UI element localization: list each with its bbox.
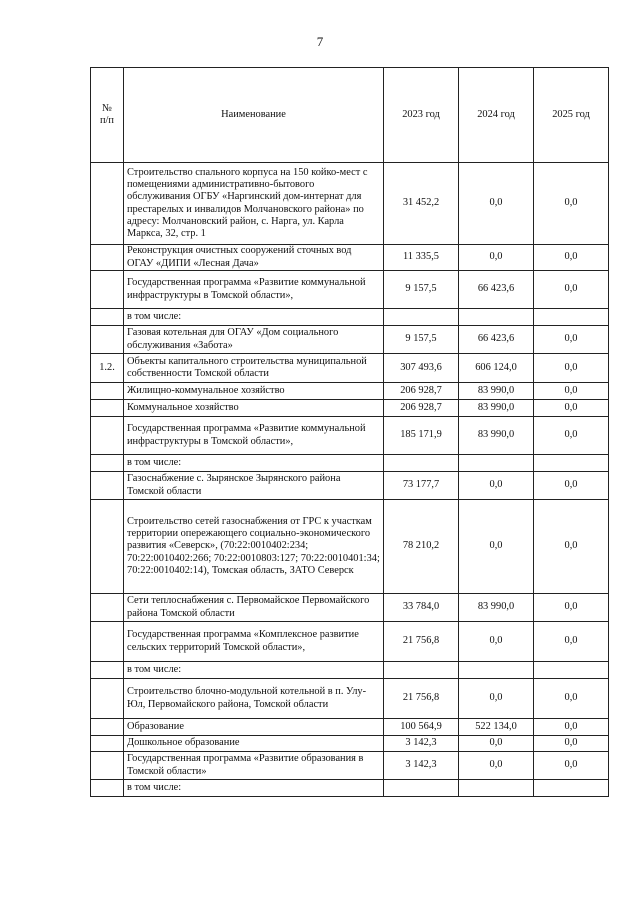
cell-name: в том числе: xyxy=(124,780,384,797)
table-row xyxy=(91,271,609,309)
cell-idx xyxy=(91,662,124,679)
table-row xyxy=(91,455,609,472)
cell-y2025: 0,0 xyxy=(534,622,609,662)
cell-name: Газоснабжение с. Зырянское Зырянского района Томской области xyxy=(124,472,384,500)
cell-idx xyxy=(91,622,124,662)
cell-y2025: 0,0 xyxy=(534,719,609,736)
cell-y2025: 0,0 xyxy=(534,400,609,417)
cell-y2024: 606 124,0 xyxy=(459,354,534,383)
cell-y2025: 0,0 xyxy=(534,354,609,383)
cell-name: Строительство блочно-модульной котельной в п. Улу-Юл, Первомайского района, Томской области xyxy=(124,679,384,719)
cell-y2024: 0,0 xyxy=(459,163,534,245)
cell-y2024: 0,0 xyxy=(459,752,534,780)
cell-idx: 1.2. xyxy=(91,354,124,383)
cell-y2025: 0,0 xyxy=(534,383,609,400)
cell-idx xyxy=(91,417,124,455)
cell-y2024: 0,0 xyxy=(459,245,534,271)
cell-idx xyxy=(91,594,124,622)
table-row xyxy=(91,622,609,662)
cell-name: Реконструкция очистных сооружений сточных вод ОГАУ «ДИПИ «Лесная Дача» xyxy=(124,245,384,271)
cell-y2023: 206 928,7 xyxy=(384,400,459,417)
header-2024: 2024 год xyxy=(459,68,534,163)
cell-y2023 xyxy=(384,780,459,797)
cell-name: Объекты капитального строительства муниципальной собственности Томской области xyxy=(124,354,384,383)
table-row xyxy=(91,383,609,400)
cell-y2024: 83 990,0 xyxy=(459,417,534,455)
cell-y2024: 522 134,0 xyxy=(459,719,534,736)
cell-y2023: 307 493,6 xyxy=(384,354,459,383)
cell-idx xyxy=(91,472,124,500)
header-idx: № п/п xyxy=(91,68,124,163)
cell-name: Жилищно-коммунальное хозяйство xyxy=(124,383,384,400)
cell-y2023 xyxy=(384,662,459,679)
cell-y2025: 0,0 xyxy=(534,500,609,594)
table-row xyxy=(91,245,609,271)
cell-idx xyxy=(91,736,124,752)
cell-y2025 xyxy=(534,455,609,472)
cell-y2024: 83 990,0 xyxy=(459,400,534,417)
table-row xyxy=(91,719,609,736)
cell-y2023: 21 756,8 xyxy=(384,622,459,662)
cell-name: Государственная программа «Развитие коммунальной инфраструктуры в Томской области», xyxy=(124,271,384,309)
cell-idx xyxy=(91,752,124,780)
cell-y2025: 0,0 xyxy=(534,163,609,245)
cell-name: Дошкольное образование xyxy=(124,736,384,752)
cell-y2024: 66 423,6 xyxy=(459,326,534,354)
cell-y2023: 185 171,9 xyxy=(384,417,459,455)
cell-y2025: 0,0 xyxy=(534,326,609,354)
header-2025: 2025 год xyxy=(534,68,609,163)
cell-idx xyxy=(91,400,124,417)
cell-y2023: 11 335,5 xyxy=(384,245,459,271)
cell-y2023: 73 177,7 xyxy=(384,472,459,500)
header-2023: 2023 год xyxy=(384,68,459,163)
header-name: Наименование xyxy=(124,68,384,163)
cell-name: Коммунальное хозяйство xyxy=(124,400,384,417)
table-row xyxy=(91,500,609,594)
cell-y2025: 0,0 xyxy=(534,752,609,780)
table-row xyxy=(91,326,609,354)
cell-name: в том числе: xyxy=(124,309,384,326)
cell-y2024: 0,0 xyxy=(459,622,534,662)
cell-name: Государственная программа «Развитие образования в Томской области» xyxy=(124,752,384,780)
table-row xyxy=(91,736,609,752)
cell-y2023: 3 142,3 xyxy=(384,752,459,780)
cell-y2023: 31 452,2 xyxy=(384,163,459,245)
table-row xyxy=(91,752,609,780)
cell-y2025 xyxy=(534,662,609,679)
table-row xyxy=(91,309,609,326)
table-row xyxy=(91,679,609,719)
table-row xyxy=(91,400,609,417)
cell-idx xyxy=(91,719,124,736)
table-row xyxy=(91,354,609,383)
cell-name: Государственная программа «Развитие коммунальной инфраструктуры в Томской области», xyxy=(124,417,384,455)
cell-y2025: 0,0 xyxy=(534,271,609,309)
cell-y2025: 0,0 xyxy=(534,472,609,500)
cell-y2025: 0,0 xyxy=(534,594,609,622)
table-row xyxy=(91,662,609,679)
cell-y2024 xyxy=(459,309,534,326)
cell-y2024: 0,0 xyxy=(459,500,534,594)
cell-y2025: 0,0 xyxy=(534,736,609,752)
cell-y2025: 0,0 xyxy=(534,245,609,271)
cell-y2023 xyxy=(384,455,459,472)
cell-name: в том числе: xyxy=(124,455,384,472)
table-row xyxy=(91,472,609,500)
cell-y2025 xyxy=(534,309,609,326)
cell-y2024: 0,0 xyxy=(459,736,534,752)
cell-idx xyxy=(91,500,124,594)
cell-y2023: 9 157,5 xyxy=(384,326,459,354)
budget-table xyxy=(90,67,609,797)
cell-y2023: 206 928,7 xyxy=(384,383,459,400)
cell-y2023: 33 784,0 xyxy=(384,594,459,622)
cell-name: Строительство сетей газоснабжения от ГРС к участкам территории опережающего социально-экономического развития «Северск», (70:22:0010402:234; 70:22:0010402:266; 70:22:0010803:127; 70:22:0010401:34; 70:22:0010402:14), Томская область, ЗАТО Северск xyxy=(124,500,384,594)
cell-idx xyxy=(91,455,124,472)
cell-y2024: 0,0 xyxy=(459,679,534,719)
cell-y2023: 9 157,5 xyxy=(384,271,459,309)
cell-y2024: 83 990,0 xyxy=(459,383,534,400)
cell-y2024 xyxy=(459,780,534,797)
cell-y2024 xyxy=(459,455,534,472)
cell-name: Сети теплоснабжения с. Первомайское Первомайского района Томской области xyxy=(124,594,384,622)
cell-name: Образование xyxy=(124,719,384,736)
cell-y2025: 0,0 xyxy=(534,417,609,455)
cell-y2023: 100 564,9 xyxy=(384,719,459,736)
header-row xyxy=(91,68,609,163)
cell-idx xyxy=(91,271,124,309)
cell-y2023: 21 756,8 xyxy=(384,679,459,719)
table-row xyxy=(91,417,609,455)
cell-y2023 xyxy=(384,309,459,326)
cell-name: Государственная программа «Комплексное развитие сельских территорий Томской области», xyxy=(124,622,384,662)
cell-idx xyxy=(91,326,124,354)
cell-y2025 xyxy=(534,780,609,797)
cell-y2024 xyxy=(459,662,534,679)
cell-y2024: 66 423,6 xyxy=(459,271,534,309)
cell-name: Газовая котельная для ОГАУ «Дом социального обслуживания «Забота» xyxy=(124,326,384,354)
cell-y2024: 0,0 xyxy=(459,472,534,500)
cell-y2025: 0,0 xyxy=(534,679,609,719)
cell-idx xyxy=(91,309,124,326)
cell-y2023: 78 210,2 xyxy=(384,500,459,594)
cell-idx xyxy=(91,679,124,719)
table-row xyxy=(91,780,609,797)
cell-name: в том числе: xyxy=(124,662,384,679)
cell-y2023: 3 142,3 xyxy=(384,736,459,752)
cell-idx xyxy=(91,383,124,400)
page-number: 7 xyxy=(316,34,324,49)
cell-idx xyxy=(91,163,124,245)
cell-name: Строительство спального корпуса на 150 койко-мест с помещениями административно-бытового обслуживания ОГБУ «Наргинский дом-интернат для престарелых и инвалидов Молчановского района» по адресу: Молчановский район, с. Нарга, ул. Карла Маркса, 32, стр. 1 xyxy=(124,163,384,245)
table-row xyxy=(91,163,609,245)
cell-idx xyxy=(91,245,124,271)
cell-idx xyxy=(91,780,124,797)
table-body xyxy=(91,163,609,797)
table-row xyxy=(91,594,609,622)
cell-y2024: 83 990,0 xyxy=(459,594,534,622)
